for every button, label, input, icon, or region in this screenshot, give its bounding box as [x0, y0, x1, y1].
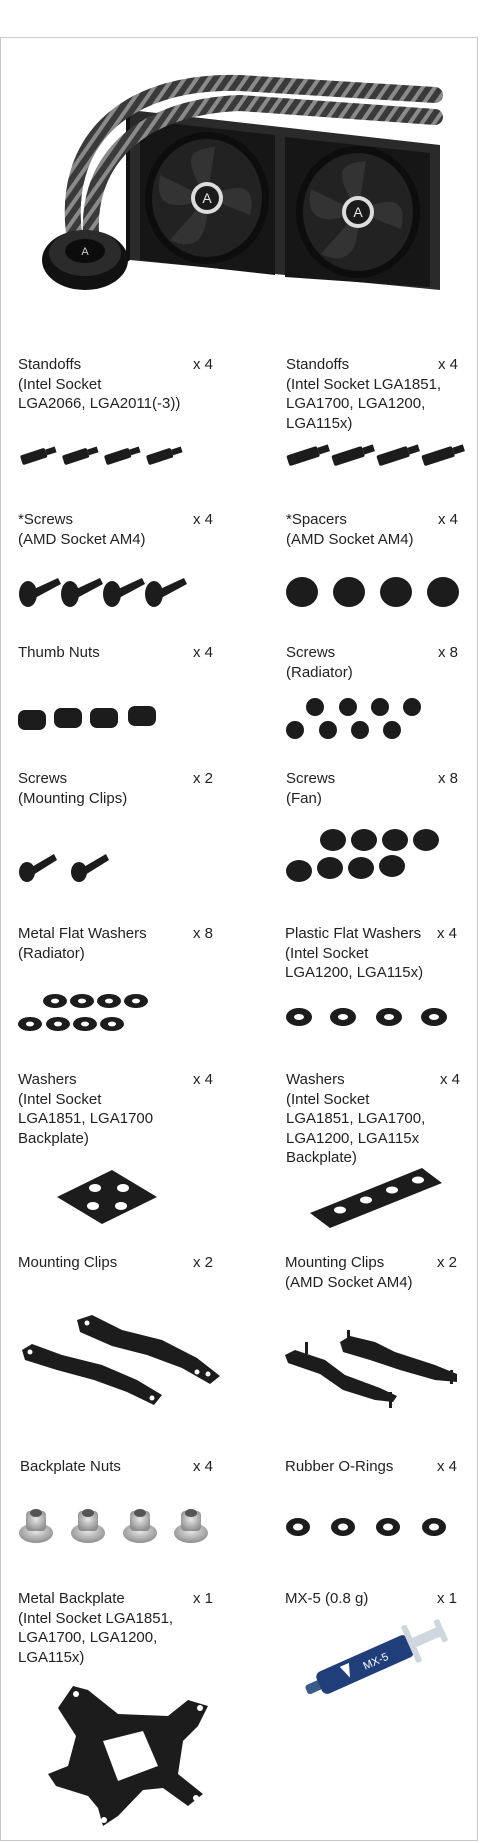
item-quantity: x 4 — [437, 925, 458, 942]
o-rings-image — [285, 1516, 450, 1538]
spacers-am4-image — [285, 575, 460, 609]
metal-backplate-image — [48, 1686, 218, 1831]
item-quantity: x 1 — [193, 1590, 214, 1607]
item-quantity: x 8 — [193, 925, 214, 942]
item-name: Washers (Intel Socket LGA1851, LGA1700, LGA1200, LGA115x Backplate) — [286, 1071, 426, 1166]
backplate-nuts-image — [18, 1505, 218, 1545]
item-quantity: x 4 — [438, 356, 459, 373]
mounting-clips-image — [22, 1310, 222, 1414]
fan-screws-image — [285, 828, 440, 884]
item-quantity: x 4 — [193, 644, 214, 661]
fan-logo-left: A — [202, 190, 212, 206]
item-name: MX-5 (0.8 g) — [285, 1590, 369, 1607]
pump-head — [42, 230, 128, 290]
item-quantity: x 4 — [193, 511, 214, 528]
washer-plate-image — [57, 1170, 157, 1224]
item-quantity: x 4 — [440, 1071, 461, 1088]
item-quantity: x 2 — [437, 1254, 458, 1271]
item-quantity: x 4 — [438, 511, 459, 528]
standoffs-image — [285, 442, 465, 472]
fan-right — [296, 146, 420, 278]
fan-left — [145, 132, 269, 264]
item-name: Metal Backplate (Intel Socket LGA1851, LGA1700, LGA1200, LGA115x) — [18, 1590, 174, 1666]
item-name: Rubber O-Rings — [285, 1458, 394, 1475]
item-name: *Screws (AMD Socket AM4) — [18, 511, 146, 548]
item-name: Backplate Nuts — [20, 1458, 121, 1475]
washer-strip-image — [310, 1168, 442, 1228]
item-name: *Spacers (AMD Socket AM4) — [286, 511, 414, 548]
mx5-syringe-image — [300, 1622, 450, 1697]
aio-cooler-image — [40, 55, 460, 295]
item-name: Thumb Nuts — [18, 644, 100, 661]
item-name: Mounting Clips — [18, 1254, 118, 1271]
item-quantity: x 1 — [437, 1590, 458, 1607]
item-name: Standoffs (Intel Socket LGA2066, LGA2011(-3)) — [18, 356, 181, 412]
pump-logo: A — [81, 246, 89, 258]
item-name: Mounting Clips (AMD Socket AM4) — [285, 1254, 413, 1291]
syringe-label: MX-5 — [361, 1650, 391, 1673]
thumb-nuts-image — [18, 704, 163, 732]
item-name: Screws (Mounting Clips) — [18, 770, 128, 807]
item-name: Screws (Fan) — [286, 770, 336, 807]
item-quantity: x 4 — [437, 1458, 458, 1475]
item-quantity: x 4 — [193, 1458, 214, 1475]
radiator-screws-image — [285, 697, 425, 741]
item-quantity: x 2 — [193, 1254, 214, 1271]
item-quantity: x 4 — [193, 356, 214, 373]
item-name: Metal Flat Washers (Radiator) — [18, 925, 147, 962]
item-name: Standoffs (Intel Socket LGA1851, LGA1700, LGA1200, LGA115x) — [286, 356, 442, 432]
fan-logo-right: A — [353, 204, 363, 220]
am4-clips-image — [285, 1330, 460, 1410]
item-name: Plastic Flat Washers (Intel Socket LGA1200, LGA115x) — [285, 925, 424, 981]
standoffs-image — [18, 442, 193, 472]
screws-am4-image — [18, 572, 188, 612]
plastic-washers-image — [285, 1005, 450, 1029]
clip-screws-image — [18, 848, 118, 882]
item-quantity: x 4 — [193, 1071, 214, 1088]
metal-washers-image — [18, 992, 168, 1034]
item-quantity: x 8 — [438, 770, 459, 787]
item-quantity: x 8 — [438, 644, 459, 661]
item-name: Screws (Radiator) — [286, 644, 353, 681]
item-quantity: x 2 — [193, 770, 214, 787]
item-name: Washers (Intel Socket LGA1851, LGA1700 Backplate) — [18, 1071, 154, 1147]
